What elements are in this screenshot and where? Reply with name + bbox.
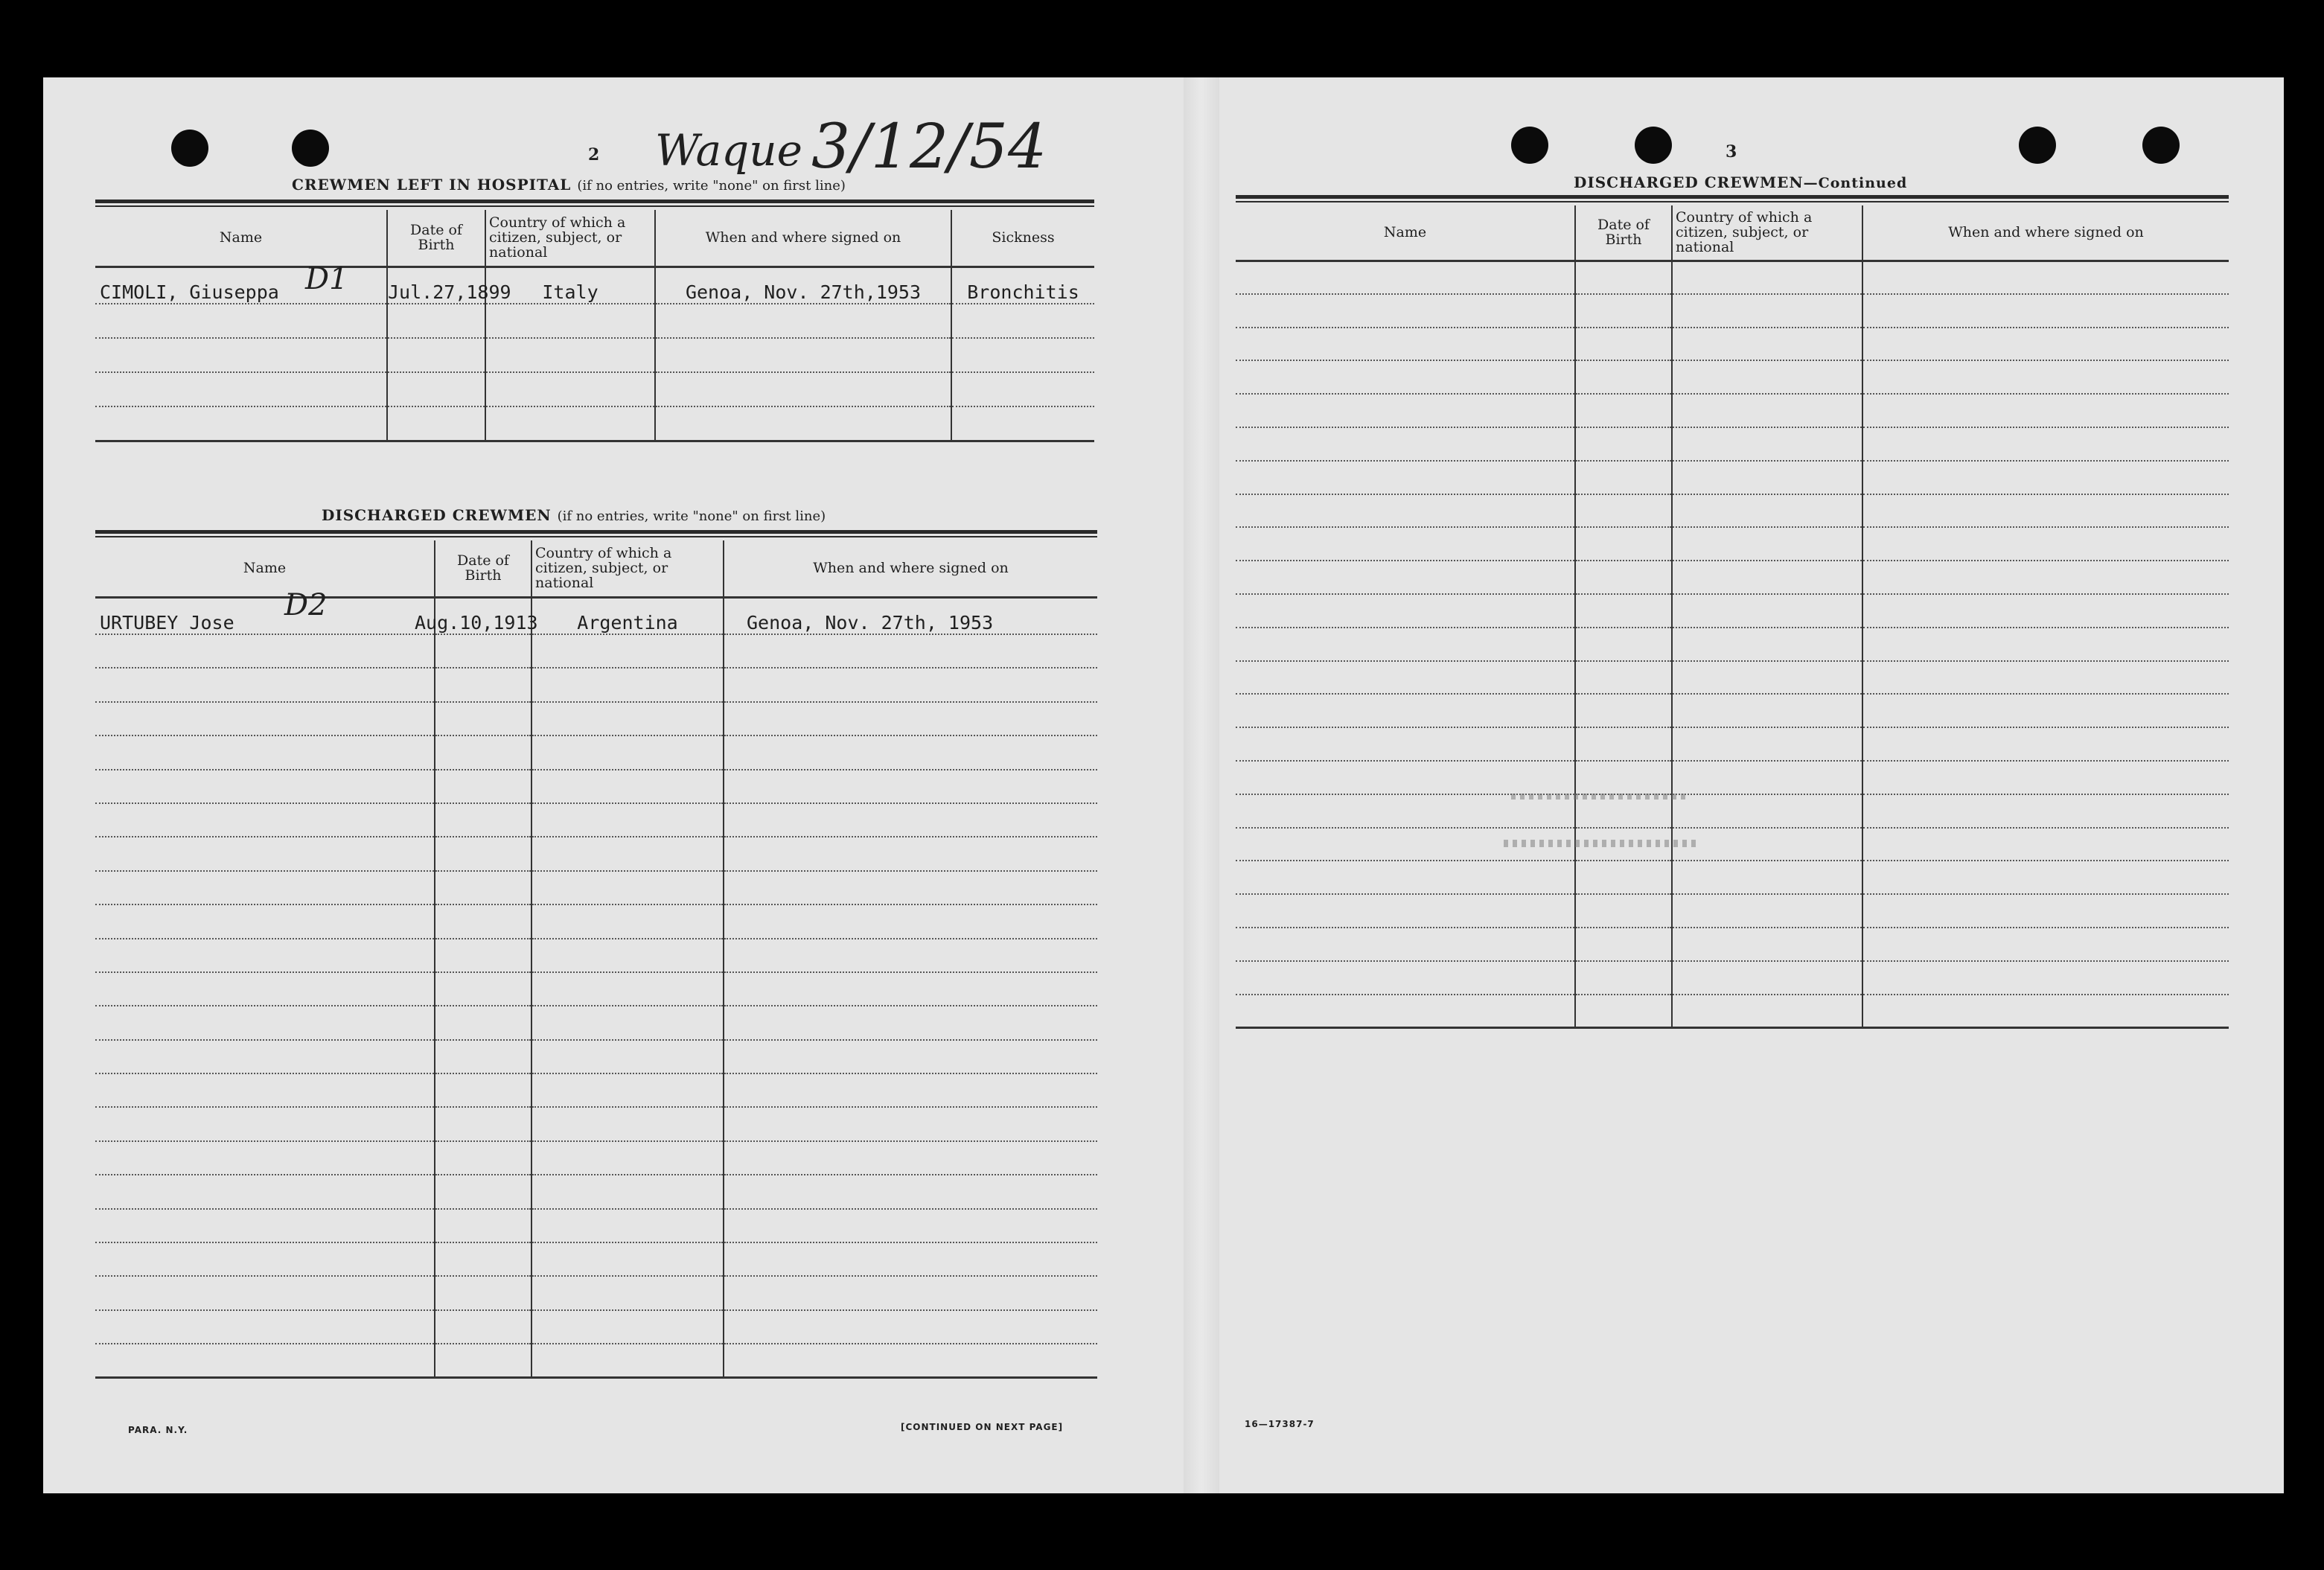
cell-signed-on: Genoa, Nov. 27th,1953 — [655, 267, 951, 304]
cell-empty — [1236, 628, 1575, 661]
cell-empty — [951, 406, 1094, 441]
cell-empty — [1575, 427, 1672, 461]
cell-empty — [95, 939, 435, 972]
cell-empty — [1672, 261, 1862, 294]
discharged-table — [95, 540, 1097, 1379]
cell-empty — [1672, 794, 1862, 828]
cell-empty — [655, 372, 951, 406]
cell-empty — [1862, 527, 2229, 561]
cell-empty — [531, 1040, 724, 1073]
cell-country: Argentina — [531, 597, 724, 634]
cell-empty — [951, 372, 1094, 406]
cell-empty — [1575, 628, 1672, 661]
cell-empty — [1862, 461, 2229, 494]
cell-empty — [435, 1141, 531, 1175]
footer-form-number: 16—17387-7 — [1245, 1419, 1315, 1429]
cell-empty — [1862, 628, 2229, 661]
cell-empty — [435, 668, 531, 701]
cell-empty — [435, 1209, 531, 1242]
cell-empty — [1236, 394, 1575, 427]
cell-empty — [724, 634, 1097, 668]
cell-empty — [95, 1006, 435, 1039]
cell-empty — [531, 939, 724, 972]
punch-hole — [292, 130, 329, 167]
cell-empty — [1862, 328, 2229, 361]
cell-empty — [387, 338, 485, 372]
hospital-note: (if no entries, write "none" on first line) — [577, 178, 846, 194]
cell-empty — [1672, 461, 1862, 494]
cell-empty — [435, 1310, 531, 1344]
cell-empty — [724, 972, 1097, 1006]
cell-empty — [435, 1344, 531, 1377]
cell-empty — [724, 1006, 1097, 1039]
cell-empty — [1575, 294, 1672, 328]
hospital-table — [95, 210, 1094, 442]
cell-empty — [1236, 561, 1575, 594]
cell-empty — [531, 1073, 724, 1107]
cell-empty — [1862, 594, 2229, 628]
cell-empty — [724, 668, 1097, 701]
cell-empty — [1672, 360, 1862, 394]
cell-empty — [485, 372, 655, 406]
cell-empty — [531, 972, 724, 1006]
col-header-country: Country of which a citizen, subject, or national — [1672, 205, 1862, 261]
cell-empty — [95, 304, 387, 338]
cell-empty — [1236, 995, 1575, 1028]
cell-empty — [1862, 995, 2229, 1028]
cell-empty — [1575, 961, 1672, 995]
col-header-country: Country of which a citizen, subject, or national — [485, 210, 655, 267]
cell-empty — [1575, 394, 1672, 427]
cell-empty — [1862, 694, 2229, 727]
cell-empty — [435, 803, 531, 837]
cell-empty — [1672, 561, 1862, 594]
cell-empty — [724, 770, 1097, 803]
footer-continued: [CONTINUED ON NEXT PAGE] — [901, 1422, 1064, 1432]
cell-empty — [1575, 328, 1672, 361]
col-header-name: Name — [95, 540, 435, 597]
cell-empty — [435, 1107, 531, 1140]
cell-empty — [1862, 360, 2229, 394]
cell-empty — [95, 1141, 435, 1175]
punch-hole — [171, 130, 208, 167]
cell-empty — [95, 1209, 435, 1242]
cell-empty — [724, 1276, 1097, 1309]
cell-empty — [1672, 328, 1862, 361]
cell-empty — [531, 1175, 724, 1208]
cell-empty — [1236, 261, 1575, 294]
cell-empty — [485, 304, 655, 338]
cell-empty — [1575, 527, 1672, 561]
cell-date-of-birth: Aug.10,1913 — [435, 597, 531, 634]
cell-empty — [387, 406, 485, 441]
cell-empty — [1672, 894, 1862, 928]
cell-empty — [387, 372, 485, 406]
col-header-date-of-birth: Date of Birth — [387, 210, 485, 267]
cell-empty — [1862, 894, 2229, 928]
punch-hole — [1511, 127, 1548, 164]
cell-empty — [387, 304, 485, 338]
cell-empty — [1236, 360, 1575, 394]
cell-empty — [1575, 261, 1672, 294]
cell-empty — [1862, 261, 2229, 294]
cell-empty — [1236, 694, 1575, 727]
cell-empty — [1862, 427, 2229, 461]
cell-empty — [1672, 761, 1862, 794]
page-number: 3 — [1726, 142, 1737, 162]
cell-empty — [1862, 861, 2229, 894]
cell-empty — [95, 1344, 435, 1377]
cell-empty — [1575, 861, 1672, 894]
cell-sickness: Bronchitis — [951, 267, 1094, 304]
cell-empty — [1862, 561, 2229, 594]
cell-empty — [531, 770, 724, 803]
col-header-date-of-birth: Date of Birth — [435, 540, 531, 597]
cell-empty — [1862, 761, 2229, 794]
cell-empty — [435, 1175, 531, 1208]
cell-empty — [95, 372, 387, 406]
cell-empty — [1672, 727, 1862, 761]
cell-empty — [1672, 661, 1862, 695]
cell-empty — [1236, 494, 1575, 528]
cell-empty — [485, 406, 655, 441]
cell-empty — [1236, 928, 1575, 961]
hospital-section-title — [292, 176, 846, 194]
cell-empty — [1672, 861, 1862, 894]
handwritten-scrawl: Waque — [655, 125, 802, 176]
cell-empty — [435, 1040, 531, 1073]
cell-name: CIMOLI, Giuseppa — [95, 267, 387, 304]
cell-empty — [1862, 828, 2229, 861]
cell-empty — [531, 1006, 724, 1039]
cell-empty — [1575, 594, 1672, 628]
cell-empty — [531, 1344, 724, 1377]
cell-country: Italy — [485, 267, 655, 304]
cell-empty — [95, 904, 435, 938]
cell-empty — [724, 871, 1097, 904]
continued-suffix: —Continued — [1803, 175, 1908, 191]
cell-empty — [724, 939, 1097, 972]
cell-empty — [531, 1276, 724, 1309]
cell-empty — [1236, 594, 1575, 628]
cell-empty — [531, 1141, 724, 1175]
cell-empty — [1575, 360, 1672, 394]
cell-empty — [724, 803, 1097, 837]
cell-empty — [1672, 394, 1862, 427]
cell-empty — [1672, 594, 1862, 628]
cell-empty — [724, 735, 1097, 769]
cell-empty — [724, 702, 1097, 735]
cell-empty — [435, 871, 531, 904]
cell-empty — [724, 1209, 1097, 1242]
cell-empty — [1575, 727, 1672, 761]
cell-empty — [435, 939, 531, 972]
punch-hole — [1635, 127, 1672, 164]
cell-empty — [1236, 427, 1575, 461]
cell-empty — [724, 1344, 1097, 1377]
cell-empty — [1236, 727, 1575, 761]
cell-empty — [435, 634, 531, 668]
cell-empty — [724, 1242, 1097, 1276]
handwritten-date: 3/12/54 — [811, 112, 1047, 182]
cell-empty — [1575, 661, 1672, 695]
cell-empty — [1575, 694, 1672, 727]
handwritten-row-mark: D2 — [284, 588, 328, 622]
cell-empty — [95, 1242, 435, 1276]
discharged-continued-title — [1574, 173, 1907, 191]
discharged-section-title — [322, 506, 826, 524]
page-number: 2 — [588, 145, 600, 165]
cell-empty — [435, 904, 531, 938]
cell-empty — [95, 1310, 435, 1344]
cell-empty — [1575, 995, 1672, 1028]
cell-empty — [95, 1276, 435, 1309]
discharged-top-rule — [95, 530, 1097, 537]
col-header-signed-on: When and where signed on — [724, 540, 1097, 597]
col-header-name: Name — [95, 210, 387, 267]
cell-empty — [1236, 761, 1575, 794]
faint-stamp-mark — [1504, 840, 1697, 847]
cell-empty — [531, 735, 724, 769]
cell-empty — [655, 304, 951, 338]
cell-empty — [1236, 661, 1575, 695]
cell-empty — [1672, 995, 1862, 1028]
cell-empty — [531, 871, 724, 904]
cell-empty — [95, 1040, 435, 1073]
cell-empty — [1672, 494, 1862, 528]
cell-empty — [951, 338, 1094, 372]
cell-empty — [95, 338, 387, 372]
hospital-title: CREWMEN LEFT IN HOSPITAL — [292, 176, 572, 194]
cell-empty — [1862, 794, 2229, 828]
punch-hole — [2142, 127, 2180, 164]
cell-empty — [1575, 494, 1672, 528]
cell-empty — [1575, 761, 1672, 794]
cell-empty — [1862, 294, 2229, 328]
cell-empty — [95, 1175, 435, 1208]
cell-empty — [1672, 828, 1862, 861]
cell-empty — [95, 668, 435, 701]
cell-empty — [1575, 894, 1672, 928]
cell-empty — [1672, 694, 1862, 727]
cell-empty — [1672, 527, 1862, 561]
cell-signed-on: Genoa, Nov. 27th, 1953 — [724, 597, 1097, 634]
cell-empty — [1236, 527, 1575, 561]
faint-stamp-mark — [1511, 794, 1690, 800]
cell-empty — [724, 1310, 1097, 1344]
cell-empty — [1236, 461, 1575, 494]
cell-empty — [724, 837, 1097, 870]
col-header-signed-on: When and where signed on — [655, 210, 951, 267]
cell-empty — [95, 871, 435, 904]
cell-empty — [1575, 928, 1672, 961]
cell-empty — [1236, 894, 1575, 928]
cell-empty — [1236, 294, 1575, 328]
page-fold — [1184, 77, 1219, 1493]
cell-empty — [1862, 928, 2229, 961]
cell-empty — [485, 338, 655, 372]
cell-empty — [95, 634, 435, 668]
cell-empty — [951, 304, 1094, 338]
cell-empty — [1672, 294, 1862, 328]
col-header-sickness: Sickness — [951, 210, 1094, 267]
cell-empty — [1672, 628, 1862, 661]
hospital-top-rule — [95, 200, 1094, 207]
discharged-continued-table — [1236, 205, 2229, 1029]
cell-empty — [1236, 328, 1575, 361]
cell-empty — [435, 1276, 531, 1309]
cell-empty — [1575, 461, 1672, 494]
cell-empty — [95, 770, 435, 803]
col-header-country: Country of which a citizen, subject, or national — [531, 540, 724, 597]
cell-empty — [1672, 961, 1862, 995]
cell-empty — [435, 735, 531, 769]
cell-empty — [95, 406, 387, 441]
cell-empty — [1236, 861, 1575, 894]
handwritten-row-mark: D1 — [305, 262, 348, 296]
cell-empty — [531, 702, 724, 735]
cell-empty — [724, 904, 1097, 938]
cell-empty — [531, 904, 724, 938]
cell-empty — [1236, 961, 1575, 995]
cell-empty — [531, 1242, 724, 1276]
cell-empty — [435, 837, 531, 870]
col-header-date-of-birth: Date of Birth — [1575, 205, 1672, 261]
cell-empty — [724, 1175, 1097, 1208]
cell-empty — [95, 972, 435, 1006]
cell-empty — [531, 668, 724, 701]
cell-empty — [435, 972, 531, 1006]
cell-empty — [724, 1040, 1097, 1073]
cell-empty — [435, 770, 531, 803]
cell-empty — [95, 803, 435, 837]
cell-empty — [435, 1242, 531, 1276]
cell-empty — [435, 1006, 531, 1039]
discharged-continued-title-text: DISCHARGED CREWMEN — [1574, 173, 1804, 191]
cell-empty — [655, 338, 951, 372]
cell-empty — [95, 1107, 435, 1140]
cell-empty — [531, 1310, 724, 1344]
cell-name: URTUBEY Jose — [95, 597, 435, 634]
cell-empty — [95, 837, 435, 870]
cell-empty — [1672, 427, 1862, 461]
discharged-note: (if no entries, write "none" on first line) — [557, 508, 826, 524]
footer-printer: PARA. N.Y. — [128, 1425, 188, 1435]
cell-date-of-birth: Jul.27,1899 — [387, 267, 485, 304]
cell-empty — [531, 803, 724, 837]
cell-empty — [435, 1073, 531, 1107]
col-header-signed-on: When and where signed on — [1862, 205, 2229, 261]
discharged-title: DISCHARGED CREWMEN — [322, 506, 552, 524]
cell-empty — [724, 1073, 1097, 1107]
cell-empty — [1862, 394, 2229, 427]
punch-hole — [2019, 127, 2056, 164]
cell-empty — [1575, 561, 1672, 594]
cell-empty — [1862, 661, 2229, 695]
cell-empty — [1862, 494, 2229, 528]
cell-empty — [655, 406, 951, 441]
col-header-name: Name — [1236, 205, 1575, 261]
cell-empty — [1862, 727, 2229, 761]
cell-empty — [435, 702, 531, 735]
cell-empty — [1672, 928, 1862, 961]
cell-empty — [724, 1141, 1097, 1175]
cell-empty — [531, 634, 724, 668]
cell-empty — [531, 1209, 724, 1242]
cell-empty — [95, 735, 435, 769]
cell-empty — [531, 837, 724, 870]
continued-top-rule — [1236, 195, 2229, 202]
cell-empty — [1862, 961, 2229, 995]
cell-empty — [724, 1107, 1097, 1140]
cell-empty — [531, 1107, 724, 1140]
cell-empty — [95, 1073, 435, 1107]
cell-empty — [95, 702, 435, 735]
